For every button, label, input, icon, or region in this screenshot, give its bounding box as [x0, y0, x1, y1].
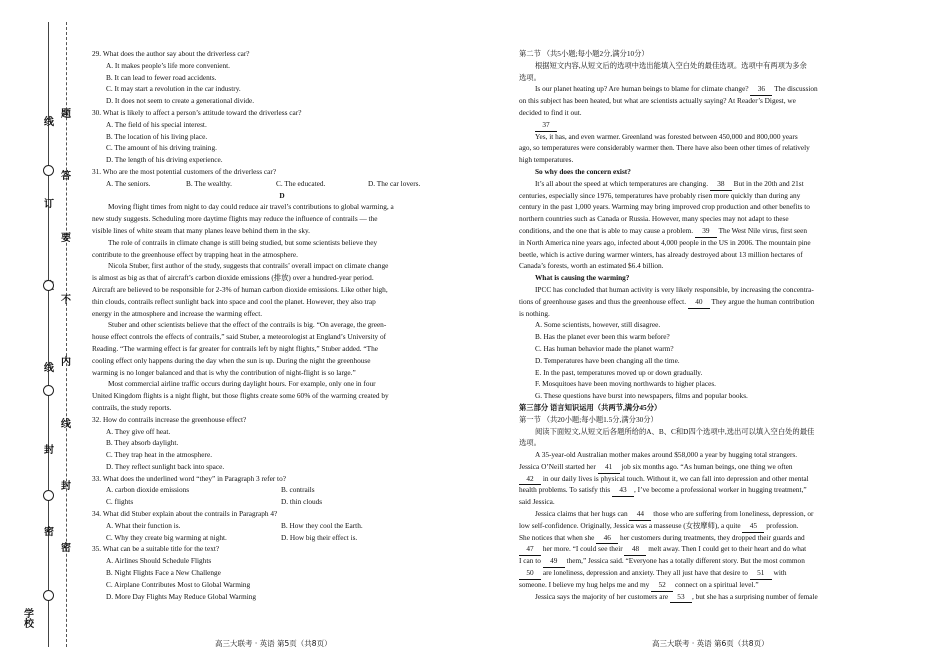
right-text-line: 第一节 （共20小题;每小题1.5分,满分30分）	[519, 414, 658, 424]
right-text-line: She notices that when she 46 her customers during treatments, they dropped their guards and	[519, 532, 923, 544]
right-text-line: tions of greenhouse gases and thus the greenhouse effect. 40 They argue the human contribution	[519, 296, 923, 308]
margin-char: 线	[61, 419, 71, 430]
right-text-line: Jessica O’Neill started her 41 job six months ago. “As human beings, one thing we often	[519, 461, 923, 473]
q31-options	[92, 178, 472, 190]
right-text-line	[519, 119, 923, 131]
question-text-line: A. It makes people’s life more convenient.	[106, 60, 231, 70]
right-text-line: 42 in our daily lives is physical touch. Without it, we can fall into depression and other mental	[519, 473, 923, 485]
blank-47: 47	[519, 543, 541, 556]
right-text-line: northern countries such as Canada or Russia. However, many species may not adapt to these	[519, 214, 789, 224]
school-label: 学校	[24, 609, 34, 630]
margin-char: 封	[61, 481, 71, 492]
right-text-line: is nothing.	[519, 308, 550, 318]
blank-44: 44	[629, 508, 651, 521]
blank-41: 41	[598, 461, 620, 474]
question-text-line: D. It does not seem to create a generational divide.	[106, 96, 255, 106]
question-text-line: B. It can lead to fewer road accidents.	[106, 72, 217, 82]
margin-char: 线	[44, 117, 54, 128]
blank-40: 40	[688, 296, 710, 309]
margin-char: 内	[61, 357, 71, 368]
question-text-line: B. The location of his living place.	[106, 131, 208, 141]
q34-options-row	[92, 520, 472, 532]
question-34: 34. What did Stuber explain about the contrails in Paragraph 4?	[92, 509, 278, 519]
right-text-line: What is causing the warming?	[535, 273, 630, 283]
question-35-line: D. More Day Flights May Reduce Global Warming	[106, 591, 257, 601]
passage-d-line: is almost as big as that of aircraft’s carbon dioxide emissions (排放) over a hundred-year period.	[92, 273, 374, 283]
q34-option: B. How they cool the Earth.	[281, 520, 363, 530]
question-text-line: C. The amount of his driving training.	[106, 143, 217, 153]
right-text-line: decided to find it out.	[519, 107, 582, 117]
passage-d-line: Nicola Stuber, first author of the study, suggests that contrails’ overall impact on climate change	[108, 261, 389, 271]
q33-option: B. contrails	[281, 485, 315, 495]
margin-char: 不	[61, 295, 71, 306]
blank-38: 38	[710, 178, 732, 191]
margin-char: 线	[44, 363, 54, 374]
blank-46: 46	[596, 532, 618, 545]
right-text-line: 选项。	[519, 72, 541, 82]
q33-option: A. carbon dioxide emissions	[106, 485, 190, 495]
margin-char: 答	[61, 171, 71, 182]
right-text-line: 第三部分 语言知识运用（共两节,满分45分）	[519, 402, 662, 412]
passage-d-line: Reading. “The warming effect is far greater for contrails left by night flights,” Stuber added. “The	[92, 343, 378, 353]
margin-char: 密	[61, 543, 71, 554]
right-text-line: said Jessica.	[519, 497, 555, 507]
passage-d-line: The role of contrails in climate change is still being studied, but some scientists believe they	[108, 237, 378, 247]
passage-d-line: Moving flight times from night to day could reduce air travel’s contributions to global warming, a	[108, 202, 394, 212]
passage-d-line: 33. What does the underlined word “they” in Paragraph 3 refer to?	[92, 473, 286, 483]
blank-49: 49	[543, 555, 565, 568]
passage-d-line: warming is no longer balanced and that is why the contribution of night-flight is so large.”	[92, 367, 356, 377]
right-text-line: Is our planet heating up? Are human beings to blame for climate change? 36 The discussion	[519, 83, 923, 95]
passage-d-line: D. They reflect sunlight back into space.	[106, 461, 225, 471]
right-text-line: on this subject has been heated, but what are scientists actually saying? At Reader’s Digest, we	[519, 96, 796, 106]
question-text-line: C. It may start a revolution in the car industry.	[106, 84, 241, 94]
right-text-line: C. Has human behavior made the planet warm?	[535, 343, 674, 353]
blank-42: 42	[519, 473, 541, 486]
blank-43: 43	[612, 484, 634, 497]
right-text-line: 50 are loneliness, depression and anxiety. They all just have that desire to 51 with	[519, 567, 923, 579]
page-footer-left: 高三大联考 · 英语 第5页（共8页）	[215, 639, 332, 648]
q34-options-row	[92, 532, 472, 544]
right-text-line: century in the past 1,000 years. Warming may bring improved crop production and other benefits to	[519, 202, 810, 212]
passage-d-line: Aircraft are believed to be responsible for 2-3% of human carbon dioxide emissions. Like other high,	[92, 284, 388, 294]
right-text-line: centuries, especially since 1976, temperatures have probably risen more quickly than during any	[519, 190, 801, 200]
right-text-line: low self-confidence. Originally, Jessica was a masseuse (女按摩师), a quite 45 profession.	[519, 520, 923, 532]
question-text-line: 30. What is likely to affect a person’s attitude toward the driverless car?	[92, 107, 302, 117]
passage-d-line: contribute to the greenhouse effect by trapping heat in the atmosphere.	[92, 249, 298, 259]
right-text-line: Jessica claims that her hugs can 44 those who are suffering from loneliness, depression, or	[519, 508, 923, 520]
right-text-line: F. Mosquitoes have been moving northwards to higher places.	[535, 379, 716, 389]
right-text-line: health problems. To satisfy this 43 , I’ve become a professional worker in hugging treatment,”	[519, 484, 923, 496]
right-text-line: ago, so temperatures were considerably warmer then. There have also been other times of relatively	[519, 143, 810, 153]
blank-36: 36	[750, 83, 772, 96]
passage-d-line: C. They trap heat in the atmosphere.	[106, 450, 213, 460]
q33-options-row	[92, 496, 472, 508]
passage-d-line: A. They give off heat.	[106, 426, 171, 436]
q34-option: D. How big their effect is.	[281, 532, 358, 542]
passage-d-line: house effect controls the effects of contrails,” said Stuber, a meteorologist at England’s University of	[92, 332, 387, 342]
margin-circle-icon	[43, 590, 54, 601]
right-text-line: B. Has the planet ever been this warm before?	[535, 332, 670, 342]
margin-char: 密	[44, 527, 54, 538]
right-text-line: D. Temperatures have been changing all the time.	[535, 355, 680, 365]
right-text-line: So why does the concern exist?	[535, 166, 631, 176]
right-text-line: 第二节 （共5小题;每小题2分,满分10分）	[519, 49, 649, 58]
page-footer-right: 高三大联考 · 英语 第6页（共8页）	[652, 639, 769, 648]
margin-char: 订	[44, 199, 54, 210]
question-text-line: 29. What does the author say about the driverless car?	[92, 49, 250, 58]
passage-d-line: visible lines of white steam that many planes leave behind them in the sky.	[92, 225, 310, 235]
right-column	[519, 48, 923, 602]
passage-d-line: Stuber and other scientists believe that the effect of the contrails is big. “On average, the green-	[108, 320, 387, 330]
q31-option: C. The educated.	[276, 178, 326, 188]
right-text-line: in North America nine years ago, infected about 4,000 people in the US in 2006. The mountain pine	[519, 237, 811, 247]
blank-37: 37	[535, 119, 557, 132]
right-text-line: high temperatures.	[519, 155, 574, 165]
blank-45: 45	[742, 520, 764, 533]
question-text-line: A. The field of his special interest.	[106, 119, 207, 129]
passage-d-line: thin clouds, contrails reflect sunlight back into space and cool the planet. However, they also trap	[92, 296, 376, 306]
passage-d-title: D	[279, 190, 285, 200]
q31-option: B. The wealthy.	[186, 178, 233, 188]
margin-char: 要	[61, 233, 71, 244]
blank-53: 53	[670, 591, 692, 604]
margin-circle-icon	[43, 280, 54, 291]
question-text-line: 31. Who are the most potential customers of the driverless car?	[92, 166, 277, 176]
passage-d-line: energy in the atmosphere and increase the warming effect.	[92, 308, 263, 318]
binding-margin	[0, 0, 84, 659]
right-text-line: 选项。	[519, 438, 541, 448]
q31-option: D. The car lovers.	[368, 178, 421, 188]
question-35-line: C. Airplane Contributes Most to Global Warming	[106, 579, 251, 589]
margin-circle-icon	[43, 165, 54, 176]
right-text-line: It’s all about the speed at which temperatures are changing. 38 But in the 20th and 21st	[519, 178, 923, 190]
right-text-line: G. These questions have burst into newspapers, films and popular books.	[535, 391, 748, 401]
blank-51: 51	[750, 567, 772, 580]
right-text-line: Canada’s forests, worth an estimated $6.4 billion.	[519, 261, 664, 271]
passage-d-line: United Kingdom flights is a night flight, but those flights create some 60% of the warming created by	[92, 391, 389, 401]
right-text-line: 47 her more. “I could see their 48 melt away. Then I could get to their heart and do what	[519, 543, 923, 555]
blank-50: 50	[519, 567, 541, 580]
right-text-line: E. In the past, temperatures moved up or down gradually.	[535, 367, 703, 377]
passage-d-line: new study suggests. Scheduling more daytime flights may reduce the influence of contrails — the	[92, 214, 378, 224]
passage-d-line: Most commercial airline traffic occurs during daylight hours. For example, only one in four	[108, 379, 376, 389]
passage-d-line: cooling effect only happens during the day when the sun is up. During the night the greenhouse	[92, 355, 371, 365]
q33-options-row	[92, 484, 472, 496]
left-column	[92, 48, 472, 602]
q33-option: C. flights	[106, 497, 134, 507]
passage-d-line: contrails, the study reports.	[92, 402, 172, 412]
margin-char: 题	[61, 109, 71, 120]
right-text-line: I can to 49 them,” Jessica said. “Everyone has a totally different story. But the most common	[519, 555, 923, 567]
right-text-line: IPCC has concluded that human activity is very likely responsible, by increasing the concentra-	[535, 284, 814, 294]
blank-52: 52	[651, 579, 673, 592]
passage-d-line: B. They absorb daylight.	[106, 438, 179, 448]
right-text-line: conditions, and the one that is able to may cause a problem. 39 The West Nile virus, first seen	[519, 225, 923, 237]
margin-circle-icon	[43, 490, 54, 501]
q34-option: A. What their function is.	[106, 520, 181, 530]
right-text-line: Jessica says the majority of her customers are 53 , but she has a surprising number of female	[519, 591, 923, 603]
question-35-line: B. Night Flights Face a New Challenge	[106, 568, 221, 578]
passage-d-line: 32. How do contrails increase the greenhouse effect?	[92, 414, 247, 424]
q31-option: A. The seniors.	[106, 178, 151, 188]
right-text-line: 根据短文内容,从短文后的选项中选出能填入空白处的最佳选项。选项中有两项为多余	[535, 60, 807, 70]
right-text-line: beetle, which is active during warmer winters, has already destroyed about 13 million hectares of	[519, 249, 803, 259]
blank-48: 48	[624, 543, 646, 556]
right-text-line: A. Some scientists, however, still disagree.	[535, 320, 661, 330]
right-text-line: 阅读下面短文,从短文后各题所给的A、B、C和D四个选项中,选出可以填入空白处的最佳	[535, 426, 815, 436]
q34-option: C. Why they create big warming at night.	[106, 532, 227, 542]
blank-39: 39	[695, 225, 717, 238]
right-text-line: A 35-year-old Australian mother makes around $58,000 a year by hugging total strangers.	[535, 450, 798, 460]
margin-line	[48, 22, 49, 647]
question-text-line: D. The length of his driving experience.	[106, 155, 223, 165]
right-text-line: Yes, it has, and even warmer. Greenland was forested between 450,000 and 800,000 years	[535, 131, 798, 141]
question-35-line: 35. What can be a suitable title for the text?	[92, 544, 220, 554]
right-text-line: someone. I believe my hug helps me and my 52 connect on a spiritual level.”	[519, 579, 923, 591]
q33-option: D. thin clouds	[281, 497, 323, 507]
margin-char: 封	[44, 445, 54, 456]
margin-circle-icon	[43, 385, 54, 396]
question-35-line: A. Airlines Should Schedule Flights	[106, 556, 212, 566]
